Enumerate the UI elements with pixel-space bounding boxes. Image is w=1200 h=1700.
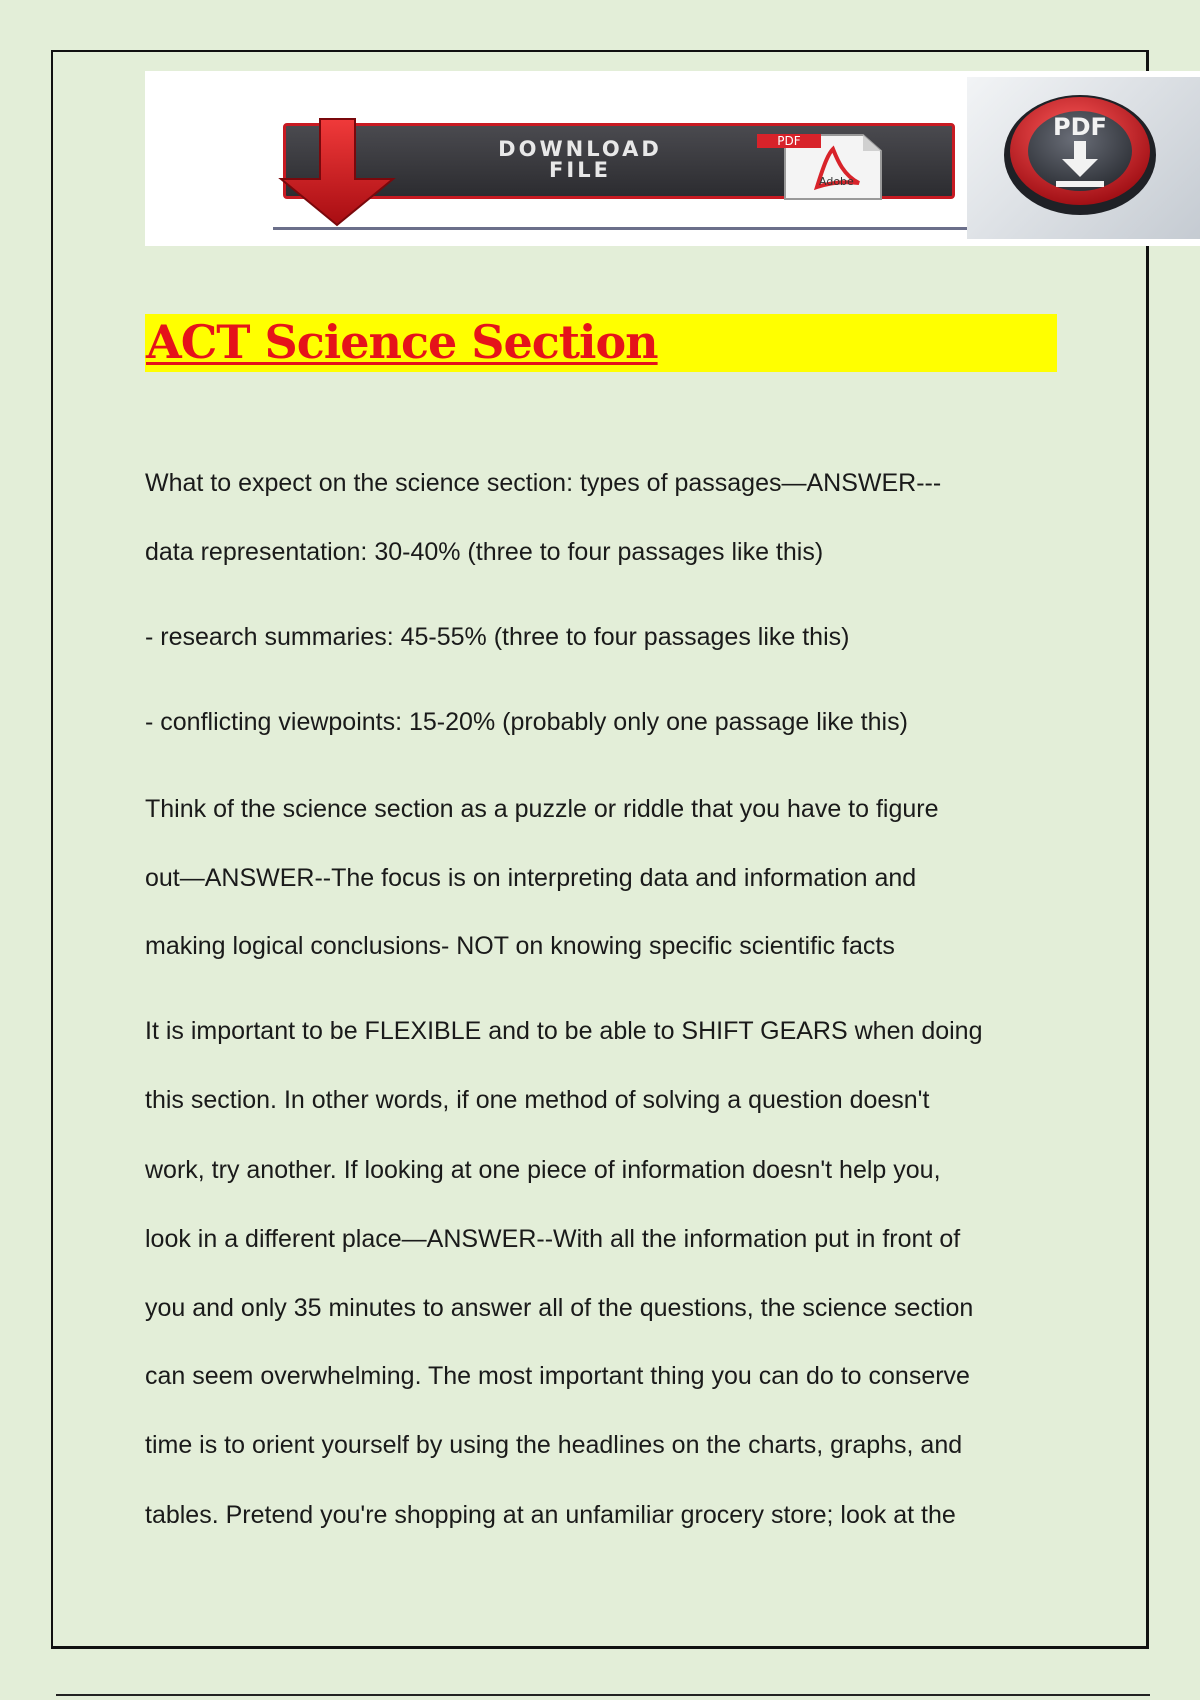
bottom-rule: [56, 1694, 1150, 1696]
body-line: Think of the science section as a puzzle or riddle that you have to figure: [145, 795, 939, 823]
body-line: out—ANSWER--The focus is on interpreting data and information and: [145, 864, 917, 892]
page-title: ACT Science Section: [146, 315, 658, 369]
body-line: can seem overwhelming. The most important thing you can do to conserve: [145, 1362, 970, 1390]
pdf-badge-label: PDF: [1053, 113, 1107, 141]
body-line: this section. In other words, if one method of solving a question doesn't: [145, 1086, 930, 1114]
download-arrow-icon: [275, 117, 405, 229]
body-line: - research summaries: 45-55% (three to four passages like this): [145, 623, 850, 651]
page-border: [51, 50, 1149, 1649]
body-line: look in a different place—ANSWER--With all the information put in front of: [145, 1225, 961, 1253]
download-banner[interactable]: [145, 71, 1200, 246]
body-line: - conflicting viewpoints: 15-20% (probably only one passage like this): [145, 708, 908, 736]
body-line: you and only 35 minutes to answer all of the questions, the science section: [145, 1294, 974, 1322]
pdf-file-badge: PDF: [757, 134, 821, 148]
body-line: making logical conclusions- NOT on knowing specific scientific facts: [145, 932, 895, 960]
pdf-download-badge-icon[interactable]: [1000, 81, 1160, 221]
adobe-label: Adobe: [819, 175, 854, 188]
body-line: work, try another. If looking at one piece of information doesn't help you,: [145, 1156, 941, 1184]
body-line: data representation: 30-40% (three to four passages like this): [145, 538, 824, 566]
body-line: What to expect on the science section: types of passages—ANSWER---: [145, 469, 942, 497]
body-line: It is important to be FLEXIBLE and to be able to SHIFT GEARS when doing: [145, 1017, 983, 1045]
body-line: time is to orient yourself by using the headlines on the charts, graphs, and: [145, 1431, 963, 1459]
download-file-label: DOWNLOAD FILE: [498, 137, 662, 182]
body-line: tables. Pretend you're shopping at an unfamiliar grocery store; look at the: [145, 1501, 956, 1529]
